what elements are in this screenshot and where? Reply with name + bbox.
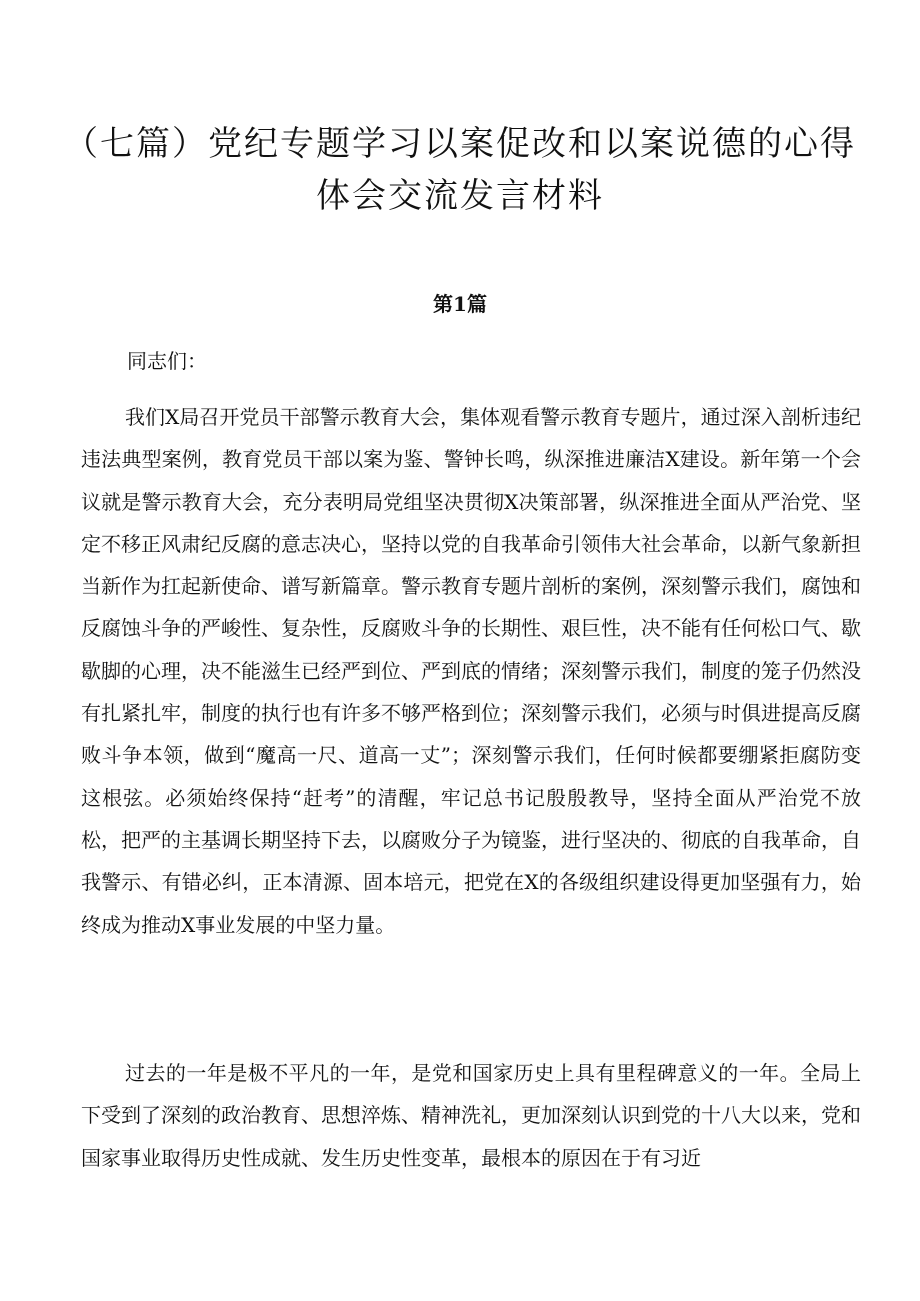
document-title [60,118,860,222]
body-paragraph-2: 过去的一年是极不平凡的一年，是党和国家历史上具有里程碑意义的一年。全局上下受到了深刻的政治教育、思想淬炼、精神洗礼，更加深刻认识到党的十八大以来，党和国家事业取得历史性成就、发生历史性变革，最根本的原因在于有习近 [81,1061,861,1170]
title-line-1: （七篇）党纪专题学习以案促改和以案说德的心得 [64,124,856,164]
salutation: 同志们： [127,349,207,373]
body-paragraph-1: 我们X局召开党员干部警示教育大会，集体观看警示教育专题片，通过深入剖析违纪违法典型案例，教育党员干部以案为鉴、警钟长鸣，纵深推进廉洁X建设。新年第一个会议就是警示教育大会，充分表明局党组坚决贯彻X决策部署，纵深推进全面从严治党、坚定不移正风肃纪反腐的意志决心，坚持以党的自我革命引领伟大社会革命，以新气象新担当新作为扛起新使命、谱写新篇章。警示教育专题片剖析的案例，深刻警示我们，腐蚀和反腐蚀斗争的严峻性、复杂性，反腐败斗争的长期性、艰巨性，决不能有任何松口气、歇歇脚的心理，决不能滋生已经严到位、严到底的情绪；深刻警示我们，制度的笼子仍然没有扎紧扎牢，制度的执行也有许多不够严格到位；深刻警示我们，必须与时俱进提高反腐败斗争本领，做到“魔高一尺、道高一丈”；深刻警示我们，任何时候都要绷紧拒腐防变这根弦。必须始终保持“赶考”的清醒，牢记总书记殷殷教导，坚持全面从严治党不放松，把严的主基调长期坚持下去，以腐败分子为镜鉴，进行坚决的、彻底的自我革命，自我警示、有错必纠，正本清源、固本培元，把党在X的各级组织建设得更加坚强有力，始终成为推动X事业发展的中坚力量。 [81,405,861,937]
section-heading: 第1篇 [433,292,487,316]
title-line-2: 体会交流发言材料 [316,176,604,216]
